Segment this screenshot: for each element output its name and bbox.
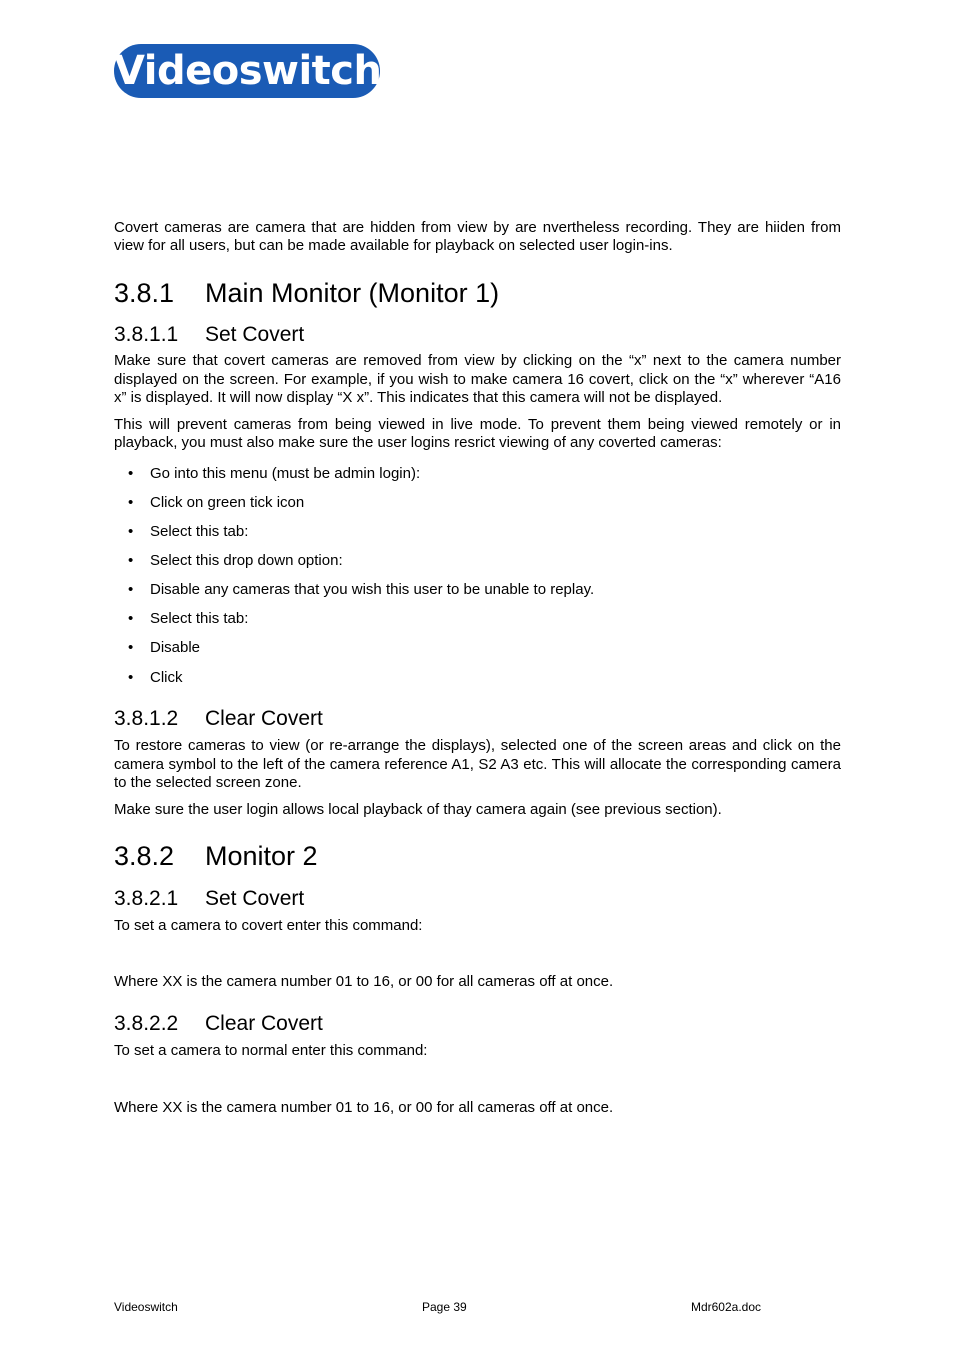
heading-number: 3.8.2.2	[114, 1011, 179, 1035]
clear-covert-paragraph-1: To restore cameras to view (or re-arrange the displays), selected one of the screen areas and click on the camera symbol to the left of the camera reference A1, S2 A3 etc. This will allocate the corresponding camera to the selected screen zone.	[114, 737, 841, 791]
list-item: • Click	[114, 669, 841, 687]
heading-title: Clear Covert	[205, 707, 323, 731]
heading-3-8-2-1	[114, 886, 841, 911]
heading-number: 3.8.1	[114, 278, 175, 309]
heading-3-8-1-1	[114, 322, 841, 347]
document-body	[114, 219, 841, 1117]
monitor2-clear-note: Where XX is the camera number 01 to 16, or 00 for all cameras off at once.	[114, 1098, 614, 1116]
list-item: • Go into this menu (must be admin login):	[114, 465, 841, 483]
heading-number: 3.8.1.1	[114, 323, 179, 347]
monitor2-set-note: Where XX is the camera number 01 to 16, or 00 for all cameras off at once.	[114, 973, 614, 991]
bullet-icon: •	[128, 523, 134, 541]
bullet-icon: •	[128, 669, 134, 687]
heading-3-8-1-2	[114, 706, 841, 731]
footer-filename: Mdr602a.doc	[690, 1300, 761, 1314]
heading-number: 3.8.2.1	[114, 887, 179, 911]
bullet-icon: •	[128, 581, 134, 599]
list-item: • Disable	[114, 639, 841, 657]
list-item: • Select this drop down option:	[114, 552, 841, 570]
bullet-icon: •	[128, 465, 134, 483]
monitor2-set-command-intro: To set a camera to covert enter this command:	[114, 917, 423, 935]
heading-number: 3.8.1.2	[114, 707, 179, 731]
heading-title: Main Monitor (Monitor 1)	[205, 278, 500, 309]
clear-covert-paragraph-2: Make sure the user login allows local playback of thay camera again (see previous section).	[114, 801, 722, 819]
heading-3-8-2	[114, 840, 841, 872]
heading-3-8-1	[114, 277, 841, 309]
list-item: • Click on green tick icon	[114, 494, 841, 512]
footer-company: Videoswitch	[114, 1300, 178, 1314]
bullet-icon: •	[128, 639, 134, 657]
list-item: • Select this tab:	[114, 610, 841, 628]
heading-title: Clear Covert	[205, 1011, 323, 1035]
heading-3-8-2-2	[114, 1011, 841, 1036]
heading-number: 3.8.2	[114, 841, 175, 872]
set-covert-paragraph-1: Make sure that covert cameras are removed from view by clicking on the “x” next to the camera number displayed on the screen. For example, if you wish to make camera 16 covert, click on the “x” wherever “A16 x” is displayed. It will now display “X x”. This indicates that this camera will not be displayed.	[114, 352, 841, 406]
monitor2-clear-command-intro: To set a camera to normal enter this command:	[114, 1041, 428, 1059]
bullet-icon: •	[128, 610, 134, 628]
videoswitch-logo: Videoswitch	[114, 44, 380, 98]
page-footer	[114, 1300, 761, 1315]
bullet-icon: •	[128, 494, 134, 512]
set-covert-paragraph-2: This will prevent cameras from being viewed in live mode. To prevent them being viewed remotely or in playback, you must also make sure the user logins resrict viewing of any coverted cameras:	[114, 416, 841, 452]
footer-page-number: Page 39	[422, 1300, 467, 1314]
list-item: • Select this tab:	[114, 523, 841, 541]
list-item: • Disable any cameras that you wish this user to be unable to replay.	[114, 581, 841, 599]
covert-steps-list	[114, 465, 841, 687]
heading-title: Set Covert	[205, 323, 305, 347]
heading-title: Set Covert	[205, 887, 305, 911]
bullet-icon: •	[128, 552, 134, 570]
heading-title: Monitor 2	[205, 841, 318, 872]
intro-paragraph: Covert cameras are camera that are hidden from view by are nvertheless recording. They are hiiden from view for all users, but can be made available for playback on selected user login-ins.	[114, 219, 841, 255]
